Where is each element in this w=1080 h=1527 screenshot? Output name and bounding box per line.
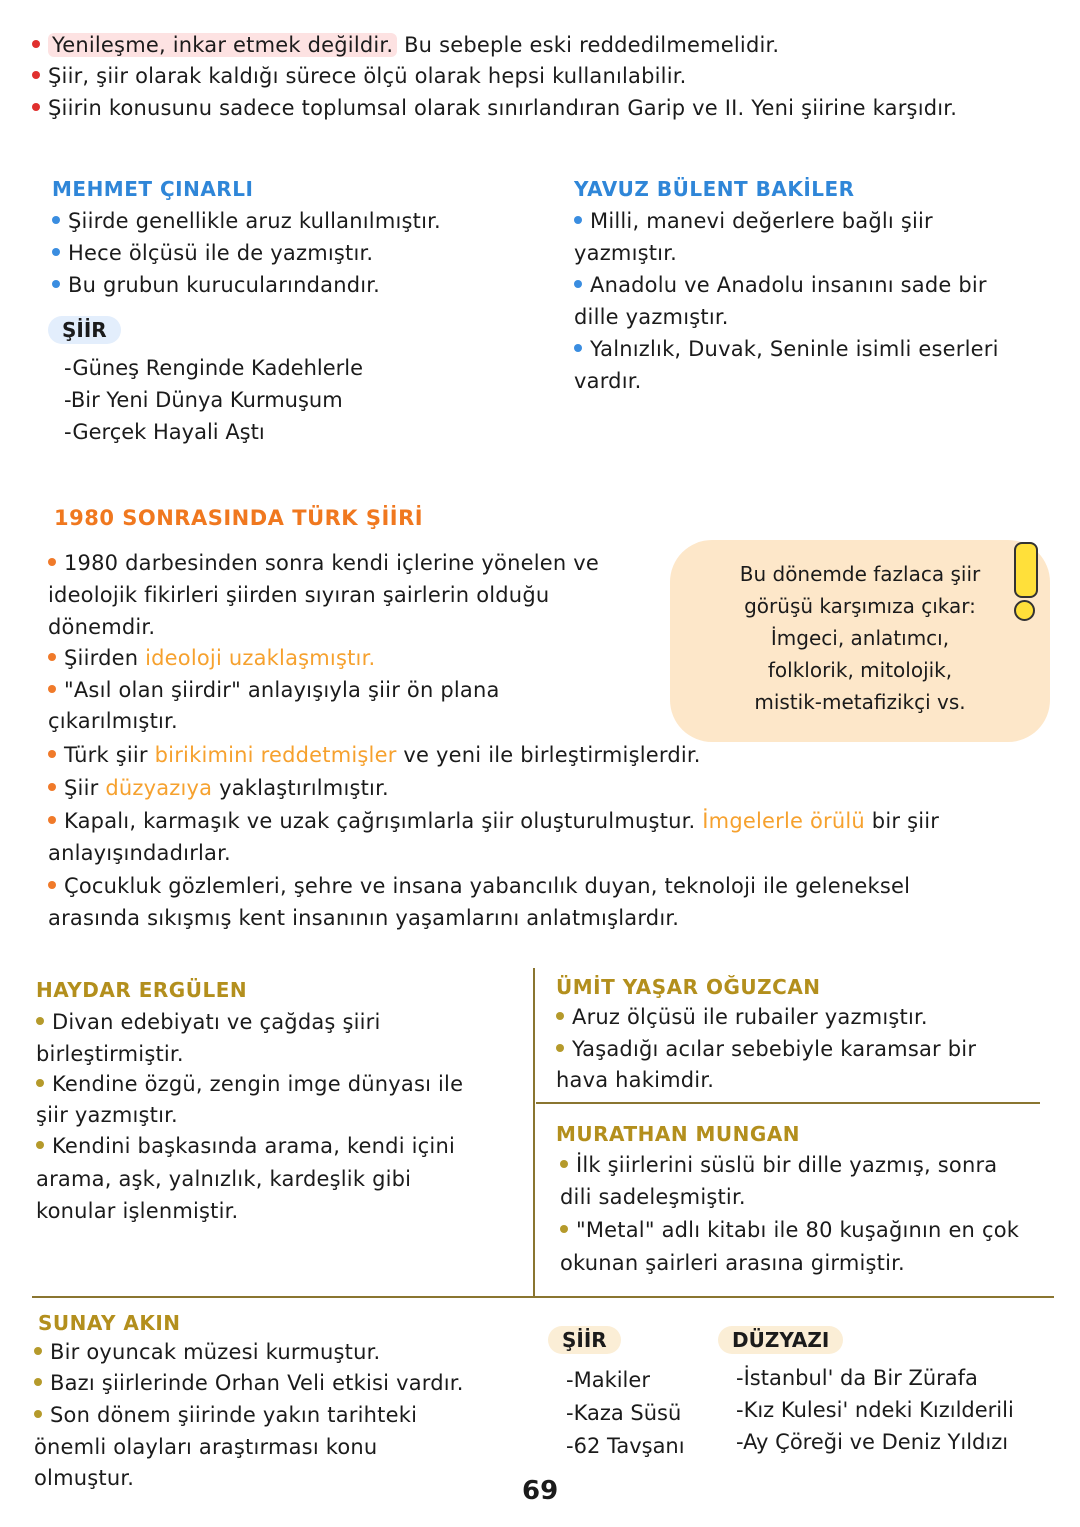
exclamation-icon [1010, 542, 1040, 622]
bakiler-point: Anadolu ve Anadolu insanını sade bir [574, 270, 987, 301]
bullet-icon [48, 783, 56, 791]
row-divider-bottom [32, 1296, 1054, 1298]
post1980-line: "Asıl olan şiirdir" anlayışıyla şiir ön plana [48, 675, 500, 706]
cinarli-works-label: ŞİİR [48, 316, 121, 344]
oguzcan-point-cont: hava hakimdir. [556, 1068, 715, 1092]
bullet-icon [48, 881, 56, 889]
bullet-icon [556, 1044, 564, 1052]
post1980-line: Çocukluk gözlemleri, şehre ve insana yabancılık duyan, teknoloji ile geleneksel [48, 871, 910, 902]
akin-point: Son dönem şiirinde yakın tarihteki [34, 1400, 417, 1431]
bullet-icon [52, 248, 60, 256]
bakiler-point: Milli, manevi değerlere bağlı şiir [574, 206, 933, 237]
mungan-title: MURATHAN MUNGAN [556, 1122, 801, 1146]
akin-prose-item: -Ay Çöreği ve Deniz Yıldızı [736, 1430, 1009, 1454]
note-bubble: Bu dönemde fazlaca şiir görüşü karşımıza çıkar: İmgeci, anlatımcı, folklorik, mitolojik, mistik-metafizikçi vs. [670, 540, 1050, 742]
ergulen-point-cont: arama, aşk, yalnızlık, kardeşlik gibi [36, 1167, 412, 1191]
ergulen-point-cont: konular işlenmiştir. [36, 1199, 239, 1223]
bullet-icon [36, 1079, 44, 1087]
ergulen-point: Kendine özgü, zengin imge dünyası ile [36, 1069, 463, 1100]
bullet-icon [52, 216, 60, 224]
row-divider-right [536, 1102, 1040, 1104]
oguzcan-point: Yaşadığı acılar sebebiyle karamsar bir [556, 1034, 976, 1065]
post1980-line: anlayışındadırlar. [48, 841, 231, 865]
post1980-line: arasında sıkışmış kent insanının yaşamlarını anlatmışlardır. [48, 906, 680, 930]
bullet-icon [560, 1225, 568, 1233]
bullet-icon [48, 685, 56, 693]
post1980-line: Şiirden ideoloji uzaklaşmıştır. [48, 643, 375, 674]
column-divider [533, 968, 535, 1296]
bullet-icon [560, 1160, 568, 1168]
cinarli-work: -Güneş Renginde Kadehlerle [64, 356, 364, 380]
mungan-point-cont: dili sadeleşmiştir. [560, 1185, 746, 1209]
bullet-icon [556, 1012, 564, 1020]
akin-point: Bazı şiirlerinde Orhan Veli etkisi vardır. [34, 1368, 464, 1399]
bakiler-point: Yalnızlık, Duvak, Seninle isimli eserleri [574, 334, 999, 365]
akin-poetry-item: -Kaza Süsü [566, 1401, 682, 1425]
bullet-icon [36, 1141, 44, 1149]
post1980-line: Türk şiir birikimini reddetmişler ve yeni ile birleştirmişlerdir. [48, 740, 701, 771]
bullet-icon [34, 1378, 42, 1386]
bakiler-point-cont: dille yazmıştır. [574, 305, 729, 329]
post1980-line: Şiir düzyazıya yaklaştırılmıştır. [48, 773, 389, 804]
mungan-point: İlk şiirlerini süslü bir dille yazmış, sonra [560, 1150, 997, 1181]
akin-point-cont: önemli olayları araştırması konu [34, 1435, 378, 1459]
akin-poetry-item: -62 Tavşanı [566, 1434, 685, 1458]
bullet-icon [36, 1017, 44, 1025]
intro-line-3: Şiirin konusunu sadece toplumsal olarak sınırlandıran Garip ve II. Yeni şiirine karşıdır. [32, 93, 957, 124]
bullet-icon [52, 280, 60, 288]
akin-prose-item: -İstanbul' da Bir Zürafa [736, 1366, 978, 1390]
bakiler-point-cont: yazmıştır. [574, 241, 678, 265]
akin-prose-label: DÜZYAZI [718, 1326, 843, 1354]
intro-line-1: Yenileşme, inkar etmek değildir. Bu sebeple eski reddedilmemelidir. [32, 30, 779, 61]
ergulen-point-cont: şiir yazmıştır. [36, 1103, 178, 1127]
bullet-icon [48, 558, 56, 566]
cinarli-work: -Gerçek Hayali Aştı [64, 420, 265, 444]
cinarli-point: Şiirde genellikle aruz kullanılmıştır. [52, 206, 441, 237]
bullet-icon [574, 280, 582, 288]
akin-prose-item: -Kız Kulesi' ndeki Kızılderili [736, 1398, 1014, 1422]
intro-line-2: Şiir, şiir olarak kaldığı sürece ölçü olarak hepsi kullanılabilir. [32, 61, 687, 92]
bullet-icon [574, 344, 582, 352]
post1980-title: 1980 SONRASINDA TÜRK ŞİİRİ [54, 506, 424, 530]
cinarli-point: Bu grubun kurucularındandır. [52, 270, 380, 301]
bakiler-title: YAVUZ BÜLENT BAKİLER [574, 177, 855, 201]
bullet-icon [48, 653, 56, 661]
mungan-point: "Metal" adlı kitabı ile 80 kuşağının en çok [560, 1215, 1019, 1246]
ergulen-point-cont: birleştirmiştir. [36, 1042, 184, 1066]
post1980-line: 1980 darbesinden sonra kendi içlerine yönelen ve [48, 548, 599, 579]
bullet-icon [48, 816, 56, 824]
ergulen-point: Divan edebiyatı ve çağdaş şiiri [36, 1007, 381, 1038]
ergulen-title: HAYDAR ERGÜLEN [36, 978, 248, 1002]
bullet-icon [32, 71, 40, 79]
post1980-line: ideolojik fikirleri şiirden sıyıran şairlerin olduğu [48, 583, 550, 607]
akin-title: SUNAY AKIN [38, 1311, 181, 1335]
post1980-line: çıkarılmıştır. [48, 709, 178, 733]
bullet-icon [574, 216, 582, 224]
page-number: 69 [522, 1476, 559, 1506]
cinarli-work: -Bir Yeni Dünya Kurmuşum [64, 388, 343, 412]
post1980-line: Kapalı, karmaşık ve uzak çağrışımlarla şiir oluşturulmuştur. İmgelerle örülü bir şiir [48, 806, 939, 837]
bullet-icon [34, 1410, 42, 1418]
ergulen-point: Kendini başkasında arama, kendi içini [36, 1131, 455, 1162]
akin-poetry-item: -Makiler [566, 1368, 650, 1392]
cinarli-point: Hece ölçüsü ile de yazmıştır. [52, 238, 373, 269]
post1980-line: dönemdir. [48, 615, 156, 639]
bullet-icon [32, 40, 40, 48]
mungan-point-cont: okunan şairleri arasına girmiştir. [560, 1251, 905, 1275]
oguzcan-point: Aruz ölçüsü ile rubailer yazmıştır. [556, 1002, 928, 1033]
oguzcan-title: ÜMİT YAŞAR OĞUZCAN [556, 975, 821, 999]
bullet-icon [48, 750, 56, 758]
bakiler-point-cont: vardır. [574, 369, 642, 393]
akin-point: Bir oyuncak müzesi kurmuştur. [34, 1337, 380, 1368]
akin-point-cont: olmuştur. [34, 1466, 135, 1490]
bullet-icon [34, 1347, 42, 1355]
akin-poetry-label: ŞİİR [548, 1326, 621, 1354]
cinarli-title: MEHMET ÇINARLI [52, 177, 254, 201]
bullet-icon [32, 103, 40, 111]
